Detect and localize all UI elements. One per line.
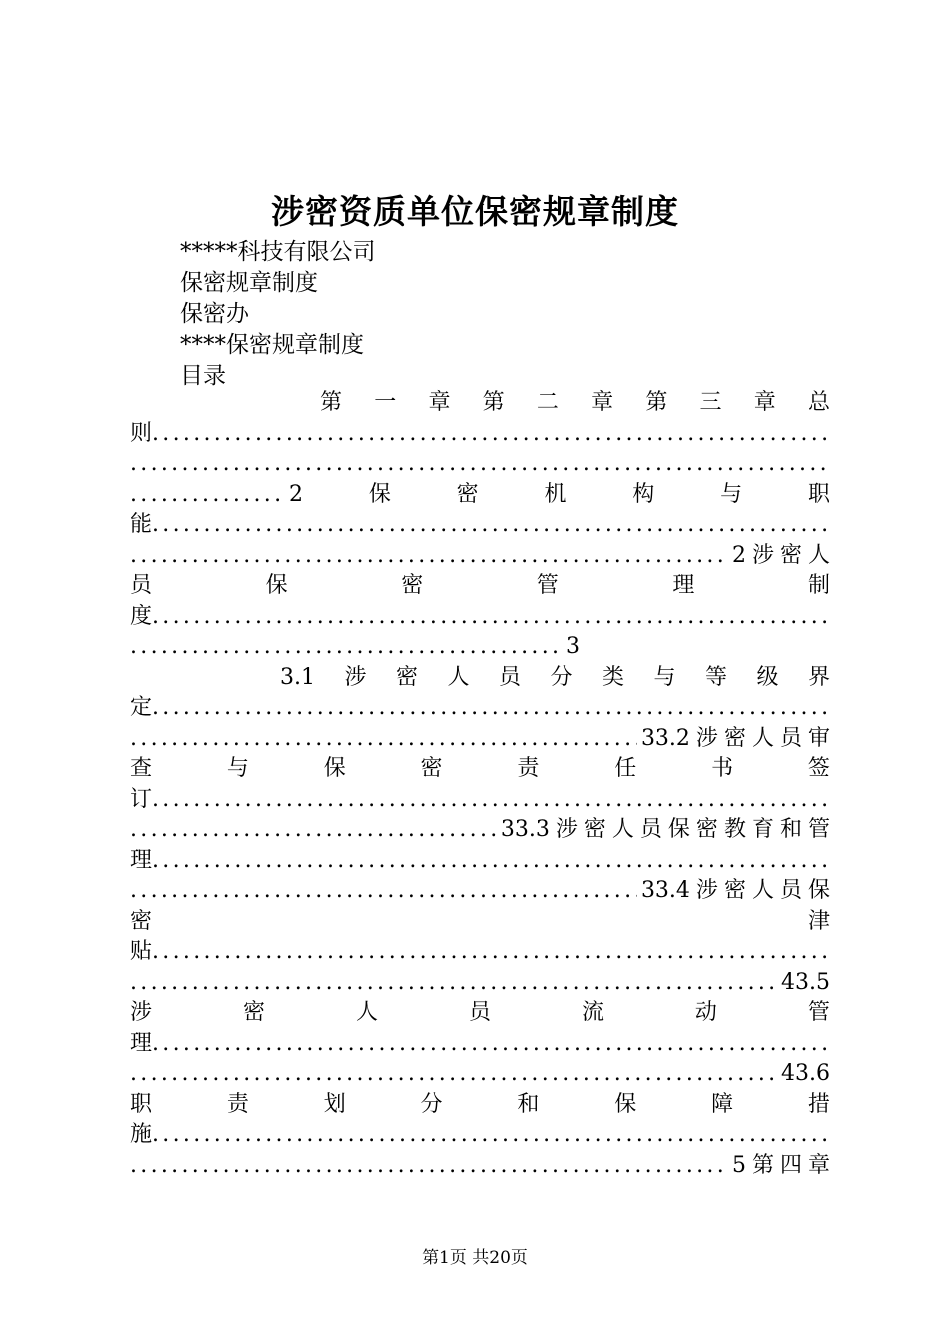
toc-char: 任: [614, 756, 637, 781]
toc-char: 密: [401, 573, 424, 598]
toc-char: 员: [468, 1000, 491, 1025]
toc-char: 育: [751, 817, 774, 842]
toc-line: [130, 449, 830, 480]
toc-line: [130, 937, 830, 968]
toc-label: 施: [130, 1122, 153, 1147]
table-of-contents: [130, 388, 830, 1181]
toc-char: 分: [550, 664, 573, 690]
toc-leader-dots: [152, 937, 830, 968]
toc-char: 第: [320, 390, 343, 415]
rules-heading: ****保密规章制度: [180, 332, 364, 358]
toc-char: 5: [731, 1152, 746, 1178]
toc-line: [130, 632, 580, 663]
toc-char: 保: [323, 756, 346, 781]
toc-char: 密: [242, 1000, 265, 1025]
toc-char: 人: [751, 878, 774, 903]
toc-line: [130, 846, 830, 877]
toc-char: 人: [355, 1000, 378, 1025]
toc-line: [130, 388, 830, 419]
toc-leader-dots: [152, 693, 830, 724]
toc-char: 与: [226, 756, 249, 781]
toc-char: 管: [536, 573, 559, 598]
toc-char: 涉: [130, 1000, 153, 1025]
toc-line: [130, 541, 830, 572]
toc-char: 四: [779, 1152, 802, 1178]
toc-char: 书: [711, 756, 734, 781]
toc-char: 划: [323, 1091, 346, 1117]
toc-char: 密: [456, 481, 479, 507]
toc-char: 章: [591, 390, 614, 415]
toc-char: 机: [544, 481, 567, 507]
toc-page-ref: [777, 1059, 830, 1090]
toc-char: 查: [130, 756, 153, 781]
toc-char: 级: [756, 664, 779, 690]
toc-line: [130, 1029, 830, 1060]
toc-char: 员: [130, 573, 153, 598]
toc-leader-dots: [130, 724, 637, 755]
toc-char: 责: [226, 1091, 249, 1117]
toc-page-ref: [728, 1151, 830, 1182]
toc-heading: 目录: [180, 363, 226, 389]
toc-line: [130, 968, 830, 999]
toc-char: 33.2: [640, 725, 690, 751]
toc-char: 类: [601, 664, 624, 690]
toc-char: 和: [779, 817, 802, 842]
toc-label: 度: [130, 603, 153, 629]
toc-leader-dots: [130, 541, 728, 572]
toc-line: [130, 1059, 830, 1090]
toc-char: 界: [807, 664, 830, 690]
toc-char: 涉: [751, 542, 774, 568]
toc-char: 保: [614, 1091, 637, 1117]
toc-char: 人: [611, 817, 634, 842]
toc-char: 密: [395, 664, 418, 690]
toc-char: 三: [699, 390, 722, 415]
toc-line: [130, 724, 830, 755]
toc-char: 教: [723, 817, 746, 842]
toc-char: 密: [420, 756, 443, 781]
toc-char: 签: [807, 756, 830, 781]
toc-char: 动: [694, 1000, 717, 1025]
toc-char: 保: [667, 817, 690, 842]
toc-leader-dots: [152, 602, 830, 633]
toc-char: 第: [645, 390, 668, 415]
toc-char: 3: [566, 634, 580, 659]
toc-line: [130, 419, 830, 450]
toc-char: 审: [807, 725, 830, 751]
toc-leader-dots: [130, 480, 285, 511]
toc-char: 涉: [344, 664, 367, 690]
toc-char: 人: [447, 664, 470, 690]
toc-char: 涉: [695, 725, 718, 751]
toc-char: 人: [751, 725, 774, 751]
toc-char: 人: [807, 542, 830, 568]
toc-label: 定: [130, 695, 153, 720]
toc-char: 密: [779, 542, 802, 568]
toc-label: 理: [130, 1030, 153, 1056]
toc-char: 章: [753, 390, 776, 415]
toc-line: [130, 1120, 830, 1151]
toc-page-ref: [728, 541, 830, 572]
toc-page-ref: [285, 480, 830, 511]
toc-leader-dots: [152, 785, 830, 816]
toc-line: [130, 510, 830, 541]
toc-line: [130, 693, 830, 724]
toc-char: 员: [639, 817, 662, 842]
toc-leader-dots: [130, 449, 830, 480]
intro-block: [180, 237, 376, 392]
toc-char: 涉: [695, 878, 718, 903]
toc-page-ref: [562, 632, 580, 663]
toc-line: [130, 480, 830, 511]
toc-char: 理: [672, 573, 695, 598]
office-name: 保密办: [180, 301, 249, 327]
toc-char: 与: [653, 664, 676, 690]
toc-char: 保: [368, 481, 391, 507]
toc-leader-dots: [152, 846, 830, 877]
toc-char: 2: [731, 542, 746, 568]
toc-char: 责: [517, 756, 540, 781]
toc-line: [130, 663, 830, 694]
toc-char: 保: [265, 573, 288, 598]
toc-char: 制: [807, 573, 830, 598]
toc-leader-dots: [130, 968, 777, 999]
toc-leader-dots: [130, 876, 637, 907]
toc-char: 管: [807, 1000, 830, 1025]
toc-char: 障: [711, 1091, 734, 1117]
toc-char: 职: [807, 481, 830, 507]
toc-line: [130, 785, 830, 816]
toc-char: 保: [807, 878, 830, 903]
toc-label: 能: [130, 512, 153, 537]
toc-line: [130, 754, 830, 785]
toc-line: [130, 571, 830, 602]
toc-leader-dots: [152, 1029, 830, 1060]
toc-char: 章: [807, 1152, 830, 1178]
toc-char: 职: [130, 1091, 153, 1117]
toc-label: 贴: [130, 939, 153, 964]
toc-char: 第: [482, 390, 505, 415]
page-footer: 第1页 共20页: [422, 1248, 528, 1268]
toc-char: 和: [517, 1091, 540, 1117]
toc-leader-dots: [130, 815, 497, 846]
toc-line: [130, 907, 830, 938]
toc-page-ref: [497, 815, 830, 846]
toc-char: 第: [751, 1152, 774, 1178]
toc-char: 密: [723, 725, 746, 751]
toc-leader-dots: [152, 419, 830, 450]
toc-label: 订: [130, 786, 153, 812]
subtitle: 保密规章制度: [180, 270, 318, 296]
toc-leader-dots: [152, 510, 830, 541]
toc-char: 43.5: [781, 969, 830, 995]
company-name: *****科技有限公司: [180, 239, 376, 265]
toc-char: 员: [779, 725, 802, 751]
document-title: 涉密资质单位保密规章制度: [271, 192, 679, 231]
toc-char: 等: [704, 664, 727, 690]
toc-line: [130, 1151, 830, 1182]
toc-char: 二: [536, 390, 559, 415]
toc-char: 措: [807, 1091, 830, 1117]
toc-char: 2: [289, 481, 303, 507]
toc-char: 分: [420, 1091, 443, 1117]
toc-line: [130, 602, 830, 633]
toc-leader-dots: [152, 1120, 830, 1151]
toc-char: 43.6: [781, 1061, 830, 1086]
toc-char: 员: [498, 664, 521, 690]
toc-line: [130, 998, 830, 1029]
toc-leader-dots: [130, 632, 562, 663]
toc-line: [130, 815, 830, 846]
toc-leader-dots: [130, 1151, 728, 1182]
toc-char: 总: [807, 390, 830, 415]
toc-char: 管: [807, 817, 830, 842]
toc-char: 涉: [555, 817, 578, 842]
toc-char: 33.4: [640, 878, 690, 903]
toc-char: 构: [632, 481, 655, 507]
toc-char: 员: [779, 878, 802, 903]
toc-char: 3.1: [280, 664, 315, 690]
toc-page-ref: [637, 724, 830, 755]
toc-page-ref: [637, 876, 830, 907]
toc-char: 一: [374, 390, 397, 415]
toc-label: 理: [130, 847, 153, 873]
toc-leader-dots: [130, 1059, 777, 1090]
toc-char: 33.3: [500, 817, 550, 842]
toc-char: 密: [723, 878, 746, 903]
toc-page-ref: [777, 968, 830, 999]
toc-char: 津: [807, 908, 830, 934]
toc-char: 与: [720, 481, 743, 507]
toc-char: 密: [695, 817, 718, 842]
toc-char: 流: [581, 1000, 604, 1025]
toc-line: [130, 876, 830, 907]
toc-char: 章: [428, 390, 451, 415]
toc-label: 则: [130, 420, 153, 446]
toc-line: [130, 1090, 830, 1121]
toc-char: 密: [583, 817, 606, 842]
toc-char: 密: [130, 908, 153, 934]
